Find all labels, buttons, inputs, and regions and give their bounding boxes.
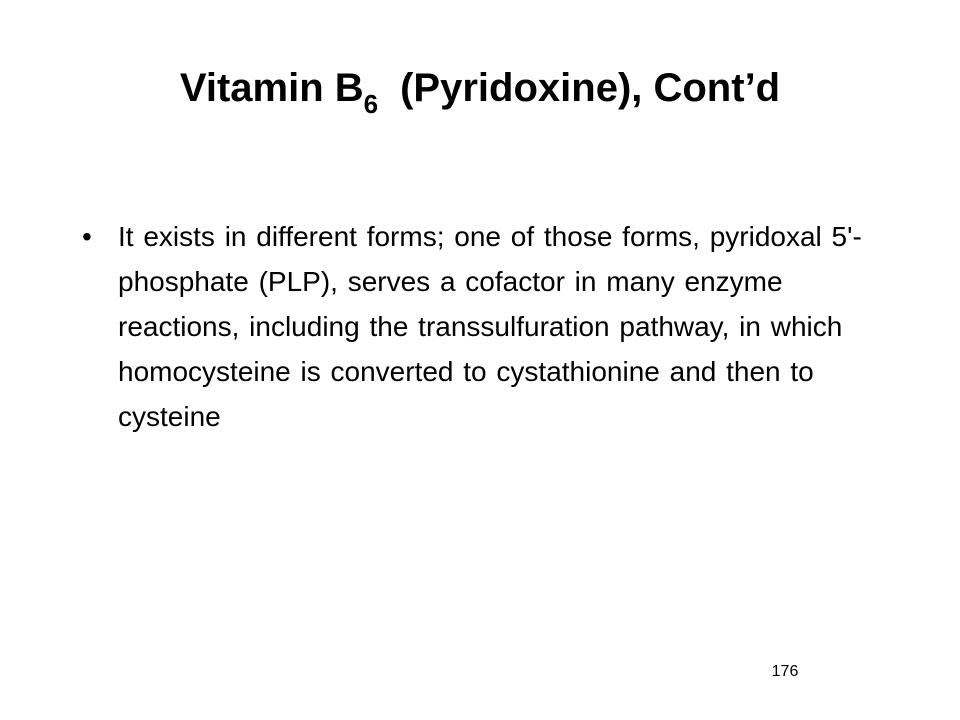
bullet-list: [82, 214, 872, 439]
bullet-item: [82, 214, 872, 439]
bullet-text: It exists in different forms; one of those forms, pyridoxal 5'-phosphate (PLP), serves a cofactor in many enzyme reactions, including the transsulfuration pathway, in which homocysteine is converted to cystathionine and then to cysteine: [118, 221, 862, 432]
page-number: 176: [771, 663, 799, 680]
title-subscript: 6: [363, 89, 379, 119]
slide-title: [0, 62, 960, 118]
title-suffix: (Pyridoxine), Cont’d: [400, 66, 781, 110]
title-prefix: Vitamin B: [179, 66, 364, 110]
bullet-marker: •: [82, 221, 92, 252]
